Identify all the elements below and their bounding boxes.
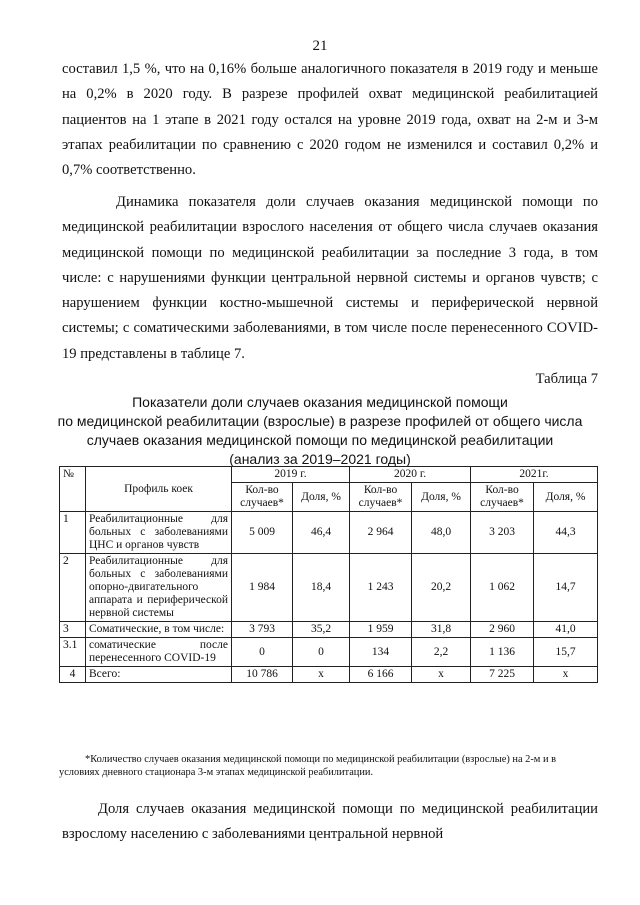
cell-count: 3 793 (232, 622, 293, 638)
cell-count: 1 062 (471, 554, 534, 622)
page-number: 21 (312, 38, 328, 54)
cell-count: 1 243 (350, 554, 412, 622)
header-count: Кол-во случаев* (350, 483, 412, 512)
row-num: 1 (60, 512, 86, 554)
table-row (60, 638, 598, 667)
cell-count: 1 984 (232, 554, 293, 622)
cell-count: 1 959 (350, 622, 412, 638)
header-share: Доля, % (534, 483, 598, 512)
cell-share: 31,8 (412, 622, 471, 638)
cell-share: 20,2 (412, 554, 471, 622)
table-caption-line: по медицинской реабилитации (взрослые) в разрезе профилей от общего числа (57, 413, 583, 429)
row-num: 4 (60, 667, 86, 683)
header-year: 2019 г. (232, 467, 350, 483)
row-num: 3.1 (60, 638, 86, 667)
cell-count: 134 (350, 638, 412, 667)
row-num: 2 (60, 554, 86, 622)
cell-count: 3 203 (471, 512, 534, 554)
cell-count: 6 166 (350, 667, 412, 683)
table-row (60, 512, 598, 554)
rehabilitation-table (59, 466, 598, 683)
row-num: 3 (60, 622, 86, 638)
cell-count: 2 964 (350, 512, 412, 554)
row-profile: Всего: (86, 667, 232, 683)
cell-count: 10 786 (232, 667, 293, 683)
cell-share: 14,7 (534, 554, 598, 622)
header-share: Доля, % (293, 483, 350, 512)
cell-count: 1 136 (471, 638, 534, 667)
table-row (60, 622, 598, 638)
header-num: № (60, 467, 86, 512)
paragraph-coverage: составил 1,5 %, что на 0,16% больше аналогичного показателя в 2019 году и меньше на 0,2% в 2020 году. В разрезе профилей охват медицинской реабилитацией пациентов на 1 этапе в 2021 году остался на уровне 2019 года, охват на 2-м и 3-м этапах реабилитации по сравнению с 2020 годом не изменился и составил 0,2% и 0,7% соответственно. (62, 61, 598, 179)
cell-count: 5 009 (232, 512, 293, 554)
header-year: 2020 г. (350, 467, 471, 483)
table-header-row (60, 467, 598, 483)
cell-share: х (293, 667, 350, 683)
table-footnote: *Количество случаев оказания медицинской помощи по медицинской реабилитации (взрослые) на 2-м и в условиях дневного стационара 3-м этапах медицинской реабилитации. (59, 754, 557, 778)
row-profile: Реабилитационные для больных с заболеваниями опорно-двигательного аппарата и периферической нервной системы (86, 554, 232, 622)
cell-share: 48,0 (412, 512, 471, 554)
cell-count: 7 225 (471, 667, 534, 683)
cell-share: 41,0 (534, 622, 598, 638)
paragraph-share: Доля случаев оказания медицинской помощи по медицинской реабилитации взрослому населению с заболеваниями центральной нервной (62, 801, 598, 843)
cell-share: х (534, 667, 598, 683)
cell-share: 18,4 (293, 554, 350, 622)
header-year: 2021г. (471, 467, 598, 483)
cell-share: 44,3 (534, 512, 598, 554)
header-profile: Профиль коек (86, 467, 232, 512)
paragraph-dynamics: Динамика показателя доли случаев оказания медицинской помощи по медицинской реабилитации взрослого населения от общего числа случаев оказания медицинской помощи по медицинской реабилитации за последние 3 года, в том числе: с нарушениями функции центральной нервной системы и органов чувств; с нарушением функции костно-мышечной системы и периферической нервной системы; с соматическими заболеваниями, в том числе после перенесенного COVID-19 представлены в таблице 7. (62, 194, 598, 362)
header-count: Кол-во случаев* (232, 483, 293, 512)
cell-count: 0 (232, 638, 293, 667)
cell-share: 2,2 (412, 638, 471, 667)
cell-share: 0 (293, 638, 350, 667)
table-caption (40, 393, 600, 469)
table-caption-line: Показатели доли случаев оказания медицинской помощи (132, 394, 508, 410)
cell-share: х (412, 667, 471, 683)
table-caption-line: случаев оказания медицинской помощи по медицинской реабилитации (86, 432, 554, 448)
cell-count: 2 960 (471, 622, 534, 638)
row-profile: Реабилитационные для больных с заболеваниями ЦНС и органов чувств (86, 512, 232, 554)
cell-share: 46,4 (293, 512, 350, 554)
table-row (60, 667, 598, 683)
header-count: Кол-во случаев* (471, 483, 534, 512)
row-profile: Соматические, в том числе: (86, 622, 232, 638)
table-caption-line: (анализ за 2019–2021 годы) (229, 451, 411, 467)
cell-share: 15,7 (534, 638, 598, 667)
row-profile: соматические после перенесенного COVID-19 (86, 638, 232, 667)
cell-share: 35,2 (293, 622, 350, 638)
header-share: Доля, % (412, 483, 471, 512)
table-row (60, 554, 598, 622)
table-label: Таблица 7 (535, 371, 598, 387)
